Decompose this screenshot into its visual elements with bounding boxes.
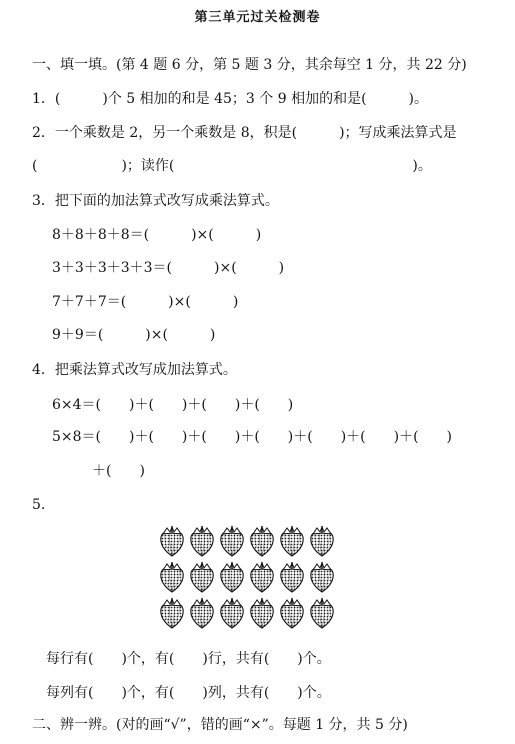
strawberry-icon [188, 561, 216, 594]
strawberry-icon [308, 525, 336, 558]
strawberry-icon [218, 525, 246, 558]
strawberry-icon [158, 525, 186, 558]
question-5-number: 5. [32, 497, 46, 513]
strawberry-icon [248, 597, 276, 630]
section1-header: 一、填一填。(第 4 题 6 分，第 5 题 3 分，其余每空 1 分，共 22 分) [32, 57, 467, 73]
strawberry-icon [188, 525, 216, 558]
question-3-title: 3．把下面的加法算式改写成乘法算式。 [32, 193, 279, 209]
page-title: 第三单元过关检测卷 [194, 10, 321, 25]
question-3-line-2: 3＋3＋3＋3＋3＝( )×( ) [52, 260, 285, 276]
strawberry-icon [308, 561, 336, 594]
strawberry-icon [218, 561, 246, 594]
question-2-line-2: ( )；读作( )。 [32, 158, 432, 174]
question-4-line-2: 5×8＝( )＋( )＋( )＋( )＋( )＋( )＋( ) [52, 429, 453, 445]
strawberry-icon [248, 525, 276, 558]
question-3-line-4: 9＋9＝( )×( ) [52, 327, 216, 343]
question-3-line-3: 7＋7＋7＝( )×( ) [52, 294, 239, 310]
strawberry-icon [158, 597, 186, 630]
strawberry-icon [278, 525, 306, 558]
strawberry-row [158, 561, 338, 594]
strawberry-icon [188, 597, 216, 630]
section2-header: 二、辨一辨。(对的画“√”，错的画“×”。每题 1 分，共 5 分) [32, 717, 408, 733]
strawberry-grid [158, 525, 338, 633]
question-3-line-1: 8＋8＋8＋8＝( )×( ) [52, 227, 262, 243]
strawberry-icon [278, 597, 306, 630]
question-5-line-2: 每列有( )个，有( )列，共有( )个。 [46, 685, 331, 701]
strawberry-icon [248, 561, 276, 594]
question-4-title: 4．把乘法算式改写成加法算式。 [32, 362, 237, 378]
question-5-line-1: 每行有( )个，有( )行，共有( )个。 [46, 651, 331, 667]
question-1: 1．( )个 5 相加的和是 45；3 个 9 相加的和是( )。 [32, 91, 428, 107]
question-4-line-1: 6×4＝( )＋( )＋( )＋( ) [52, 397, 294, 413]
strawberry-row [158, 525, 338, 558]
strawberry-icon [308, 597, 336, 630]
strawberry-icon [158, 561, 186, 594]
strawberry-icon [278, 561, 306, 594]
strawberry-row [158, 597, 338, 630]
question-4-line-3: ＋( ) [92, 463, 145, 479]
question-2-line-1: 2．一个乘数是 2，另一个乘数是 8，积是( )；写成乘法算式是 [32, 125, 457, 141]
strawberry-icon [218, 597, 246, 630]
